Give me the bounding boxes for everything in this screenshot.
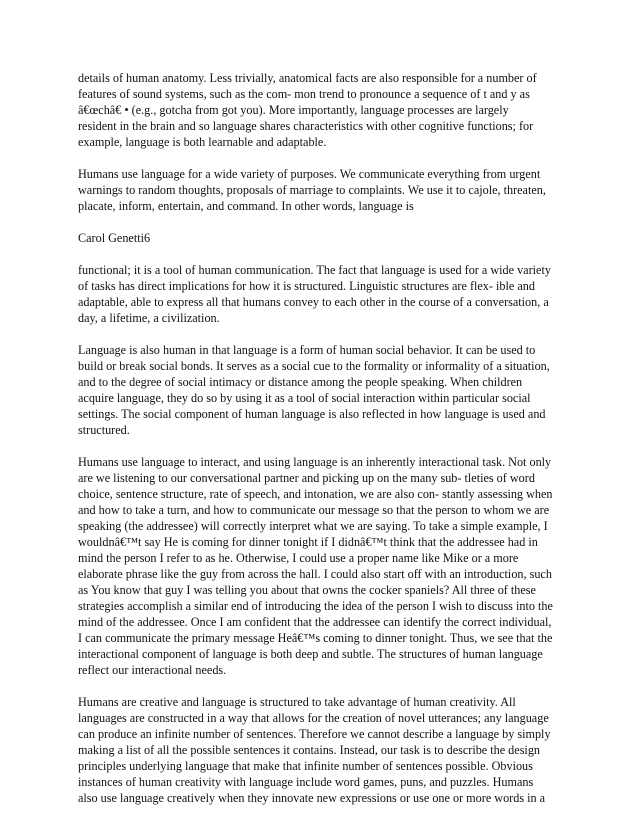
paragraph-creativity: Humans are creative and language is structured to take advantage of human creativity. All languages are constructed in a way that allows for the creation of novel utterances; any language can produce an infinite number of sentences. Therefore we cannot describe a language by simply making a list of all the possible sentences it contains. Instead, our task is to describe the design principles underlying language that make that infinite number of sentences possible. Obvious instances of human creativity with language include word games, puns, and puzzles. Humans also use language creatively when they innovate new expressions or use one or more words in a [78,695,551,805]
paragraph-interaction: Humans use language to interact, and using language is an inherently interactional task. Not only are we listening to our conversational partner and picking up on the many sub- tleties of word choice, sentence structure, rate of speech, and intonation, we are also con- stantly assessing when and how to take a turn, and how to communicate our message so that the person to whom we are speaking (the addressee) will correctly interpret what we are saying. To take a simple example, I wouldnâ€™t say He is coming for dinner tonight if I didnâ€™t think that the addressee had in mind the person I refer to as he. Otherwise, I could use a proper name like Mike or a more elaborate phrase like the guy from across the hall. I could also start off with an introduction, such as You know that guy I was telling you about that owns the cocker spaniels? All three of these strategies accomplish a similar end of introducing the idea of the person I wish to discuss into the mind of the addressee. Once I am confident that the addressee can identify the correct individual, I can communicate the primary message Heâ€™s coming to dinner tonight. Thus, we see that the interactional component of language is both deep and subtle. The structures of human language reflect our interactional needs. [78,455,553,677]
paragraph-anatomy: details of human anatomy. Less trivially, anatomical facts are also responsible for a number of features of sound systems, such as the com- mon trend to pronounce a sequence of t and y as â€œchâ€ • (e.g., gotcha from got you). More importantly, language processes are largely resident in the brain and so language shares characteristics with other cognitive functions; for example, language is both learnable and adaptable. [78,71,537,149]
paragraph-functional: functional; it is a tool of human communication. The fact that language is used for a wide variety of tasks has direct implications for how it is structured. Linguistic structures are flex- ible and adaptable, able to express all that humans convey to each other in the course of a conversation, a day, a lifetime, a civilization. [78,263,551,325]
running-header: Carol Genetti6 [78,231,151,245]
paragraph-purposes: Humans use language for a wide variety of purposes. We communicate everything from urgent warnings to random thoughts, proposals of marriage to complaints. We use it to cajole, threaten, placate, inform, entertain, and command. In other words, language is [78,167,546,213]
paragraph-social: Language is also human in that language is a form of human social behavior. It can be used to build or break social bonds. It serves as a social cue to the formality or informality of a situation, and to the degree of social intimacy or distance among the people speaking. When children acquire language, they do so by using it as a tool of social interaction within particular social settings. The social component of human language is also reflected in how language is used and structured. [78,343,550,437]
document-page [78,70,570,822]
